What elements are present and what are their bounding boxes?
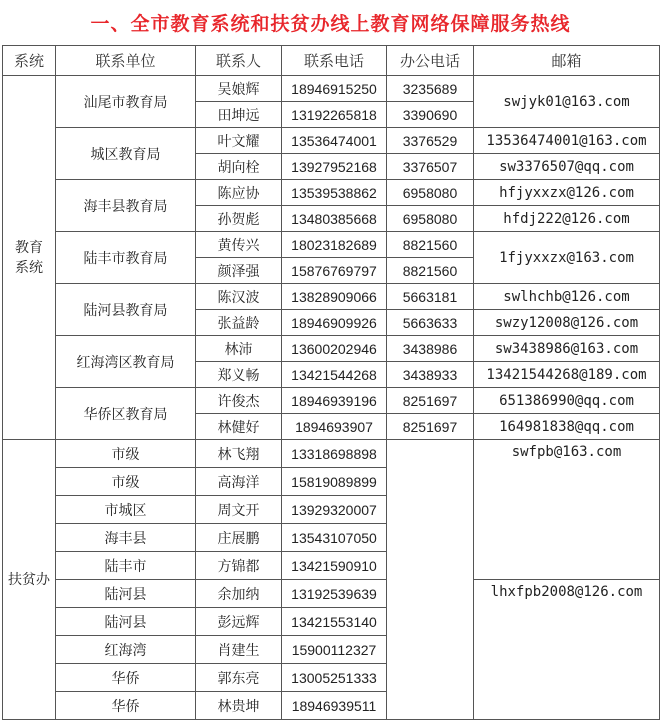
office-phone-cell: 5663633 bbox=[387, 310, 474, 336]
header-phone: 联系电话 bbox=[282, 46, 387, 76]
email-cell: 1fjyxxzx@163.com bbox=[474, 232, 660, 284]
office-phone-cell: 3438986 bbox=[387, 336, 474, 362]
contact-person-cell: 肖建生 bbox=[196, 636, 282, 664]
email-cell: 13536474001@163.com bbox=[474, 128, 660, 154]
phone-cell: 18946909926 bbox=[282, 310, 387, 336]
unit-cell: 陆河县 bbox=[56, 608, 196, 636]
phone-cell: 13600202946 bbox=[282, 336, 387, 362]
table-header-row bbox=[3, 46, 660, 76]
office-phone-cell: 8251697 bbox=[387, 414, 474, 440]
email-cell: sw3438986@163.com bbox=[474, 336, 660, 362]
office-phone-cell: 3390690 bbox=[387, 102, 474, 128]
table-row bbox=[3, 336, 660, 362]
contact-person-cell: 陈应协 bbox=[196, 180, 282, 206]
unit-cell: 海丰县教育局 bbox=[56, 180, 196, 232]
email-cell: hfdj222@126.com bbox=[474, 206, 660, 232]
office-phone-cell bbox=[387, 440, 474, 720]
header-system: 系统 bbox=[3, 46, 56, 76]
email-cell: hfjyxxzx@126.com bbox=[474, 180, 660, 206]
phone-cell: 13543107050 bbox=[282, 524, 387, 552]
table-row bbox=[3, 580, 660, 608]
contact-person-cell: 张益龄 bbox=[196, 310, 282, 336]
header-contact-person: 联系人 bbox=[196, 46, 282, 76]
contact-person-cell: 吴娘辉 bbox=[196, 76, 282, 102]
phone-cell: 15900112327 bbox=[282, 636, 387, 664]
phone-cell: 15819089899 bbox=[282, 468, 387, 496]
phone-cell: 13005251333 bbox=[282, 664, 387, 692]
phone-cell: 13929320007 bbox=[282, 496, 387, 524]
email-cell: swzy12008@126.com bbox=[474, 310, 660, 336]
table-row bbox=[3, 440, 660, 468]
unit-cell: 市级 bbox=[56, 440, 196, 468]
office-phone-cell: 3376529 bbox=[387, 128, 474, 154]
contact-person-cell: 林飞翔 bbox=[196, 440, 282, 468]
table-row bbox=[3, 388, 660, 414]
contact-person-cell: 郭东亮 bbox=[196, 664, 282, 692]
unit-cell: 陆河县教育局 bbox=[56, 284, 196, 336]
unit-cell: 红海湾 bbox=[56, 636, 196, 664]
unit-cell: 陆河县 bbox=[56, 580, 196, 608]
email-cell: 651386990@qq.com bbox=[474, 388, 660, 414]
contact-person-cell: 林健好 bbox=[196, 414, 282, 440]
phone-cell: 13927952168 bbox=[282, 154, 387, 180]
header-office-phone: 办公电话 bbox=[387, 46, 474, 76]
unit-cell: 市级 bbox=[56, 468, 196, 496]
contact-person-cell: 颜泽强 bbox=[196, 258, 282, 284]
office-phone-cell: 8821560 bbox=[387, 258, 474, 284]
office-phone-cell: 6958080 bbox=[387, 180, 474, 206]
phone-cell: 18023182689 bbox=[282, 232, 387, 258]
contact-person-cell: 黄传兴 bbox=[196, 232, 282, 258]
email-cell: 164981838@qq.com bbox=[474, 414, 660, 440]
unit-cell: 海丰县 bbox=[56, 524, 196, 552]
email-cell: swfpb@163.com bbox=[474, 440, 660, 580]
email-cell: 13421544268@189.com bbox=[474, 362, 660, 388]
table-row bbox=[3, 180, 660, 206]
phone-cell: 13536474001 bbox=[282, 128, 387, 154]
header-unit: 联系单位 bbox=[56, 46, 196, 76]
phone-cell: 13192539639 bbox=[282, 580, 387, 608]
email-cell: swjyk01@163.com bbox=[474, 76, 660, 128]
contact-person-cell: 田坤远 bbox=[196, 102, 282, 128]
unit-cell: 华侨区教育局 bbox=[56, 388, 196, 440]
unit-cell: 汕尾市教育局 bbox=[56, 76, 196, 128]
table-row bbox=[3, 76, 660, 102]
phone-cell: 13421553140 bbox=[282, 608, 387, 636]
email-cell: sw3376507@qq.com bbox=[474, 154, 660, 180]
contact-person-cell: 庄展鹏 bbox=[196, 524, 282, 552]
header-email: 邮箱 bbox=[474, 46, 660, 76]
table-row bbox=[3, 284, 660, 310]
unit-cell: 华侨 bbox=[56, 664, 196, 692]
office-phone-cell: 3376507 bbox=[387, 154, 474, 180]
contact-person-cell: 陈汉波 bbox=[196, 284, 282, 310]
phone-cell: 13318698898 bbox=[282, 440, 387, 468]
phone-cell: 15876769797 bbox=[282, 258, 387, 284]
contact-person-cell: 许俊杰 bbox=[196, 388, 282, 414]
contact-person-cell: 叶文耀 bbox=[196, 128, 282, 154]
unit-cell: 陆丰市教育局 bbox=[56, 232, 196, 284]
office-phone-cell: 5663181 bbox=[387, 284, 474, 310]
contact-person-cell: 高海洋 bbox=[196, 468, 282, 496]
email-cell: swlhchb@126.com bbox=[474, 284, 660, 310]
office-phone-cell: 8251697 bbox=[387, 388, 474, 414]
phone-cell: 18946915250 bbox=[282, 76, 387, 102]
office-phone-cell: 6958080 bbox=[387, 206, 474, 232]
phone-cell: 13539538862 bbox=[282, 180, 387, 206]
contact-person-cell: 林贵坤 bbox=[196, 692, 282, 720]
system-cell-education: 教育 系统 bbox=[3, 76, 56, 440]
table-row bbox=[3, 128, 660, 154]
unit-cell: 城区教育局 bbox=[56, 128, 196, 180]
hotline-table bbox=[2, 45, 660, 720]
email-cell: lhxfpb2008@126.com bbox=[474, 580, 660, 720]
phone-cell: 13828909066 bbox=[282, 284, 387, 310]
office-phone-cell: 3235689 bbox=[387, 76, 474, 102]
contact-person-cell: 周文开 bbox=[196, 496, 282, 524]
phone-cell: 13192265818 bbox=[282, 102, 387, 128]
contact-person-cell: 胡向栓 bbox=[196, 154, 282, 180]
system-cell-poverty: 扶贫办 bbox=[3, 440, 56, 720]
phone-cell: 18946939511 bbox=[282, 692, 387, 720]
unit-cell: 陆丰市 bbox=[56, 552, 196, 580]
phone-cell: 13480385668 bbox=[282, 206, 387, 232]
contact-person-cell: 方锦都 bbox=[196, 552, 282, 580]
table-row bbox=[3, 232, 660, 258]
unit-cell: 市城区 bbox=[56, 496, 196, 524]
phone-cell: 18946939196 bbox=[282, 388, 387, 414]
contact-person-cell: 彭远辉 bbox=[196, 608, 282, 636]
phone-cell: 1894693907 bbox=[282, 414, 387, 440]
phone-cell: 13421544268 bbox=[282, 362, 387, 388]
contact-person-cell: 林沛 bbox=[196, 336, 282, 362]
contact-person-cell: 郑义畅 bbox=[196, 362, 282, 388]
contact-person-cell: 孙贺彪 bbox=[196, 206, 282, 232]
contact-person-cell: 余加纳 bbox=[196, 580, 282, 608]
unit-cell: 华侨 bbox=[56, 692, 196, 720]
unit-cell: 红海湾区教育局 bbox=[56, 336, 196, 388]
page-title: 一、全市教育系统和扶贫办线上教育网络保障服务热线 bbox=[90, 12, 571, 35]
office-phone-cell: 3438933 bbox=[387, 362, 474, 388]
office-phone-cell: 8821560 bbox=[387, 232, 474, 258]
phone-cell: 13421590910 bbox=[282, 552, 387, 580]
